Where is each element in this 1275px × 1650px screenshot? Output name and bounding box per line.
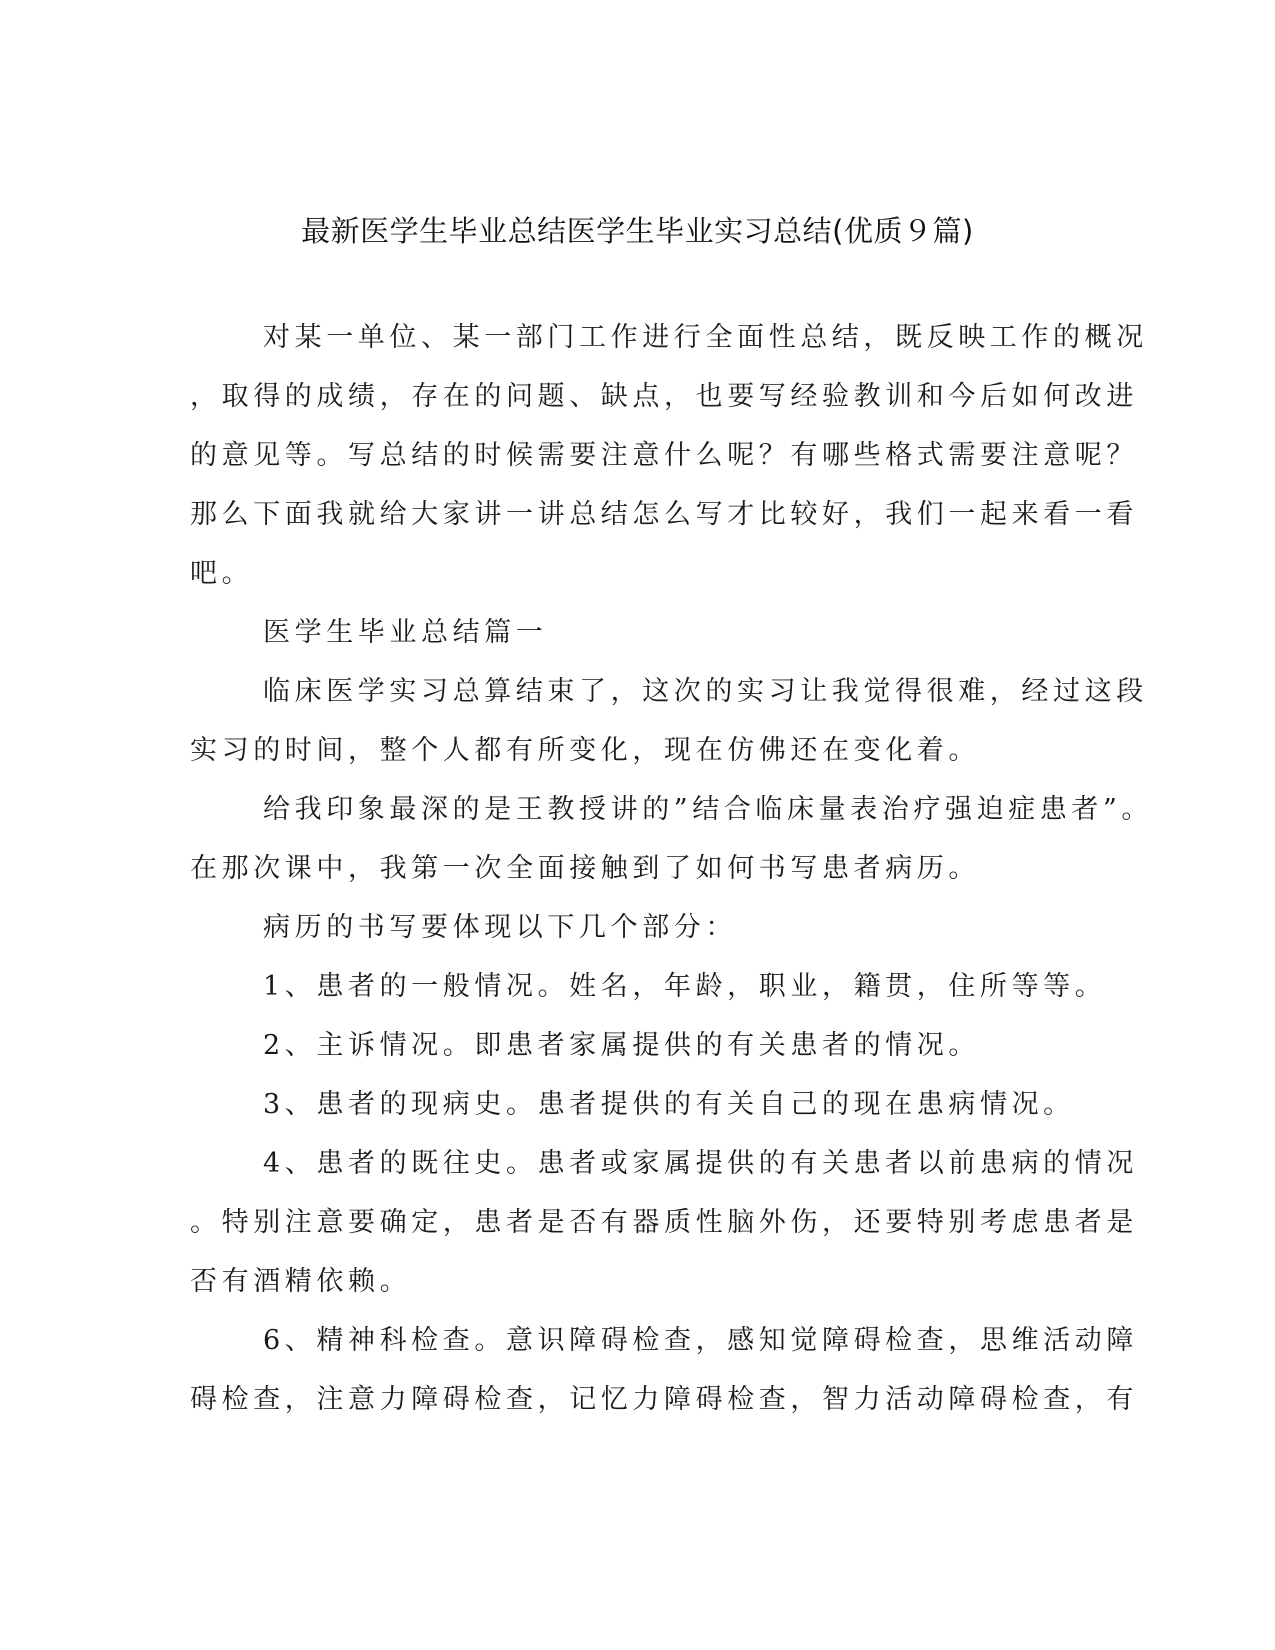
section-heading: 医学生毕业总结篇一 [263,617,548,648]
list-item: 2、主诉情况。即患者家属提供的有关患者的情况。 [263,1030,980,1061]
document-title: 最新医学生毕业总结医学生毕业实习总结(优质９篇) [301,214,974,248]
paragraph-line: 在那次课中，我第一次全面接触到了如何书写患者病历。 [190,853,980,884]
list-item: 6、精神科检查。意识障碍检查，感知觉障碍检查，思维活动障 [263,1325,1138,1356]
paragraph-line: 的意见等。写总结的时候需要注意什么呢？有哪些格式需要注意呢？ [190,440,1138,471]
paragraph-line: 对某一单位、某一部门工作进行全面性总结，既反映工作的概况 [263,322,1148,353]
list-item: 3、患者的现病史。患者提供的有关自己的现在患病情况。 [263,1089,1075,1120]
paragraph-line: 那么下面我就给大家讲一讲总结怎么写才比较好，我们一起来看一看 [190,499,1138,530]
paragraph-line: 吧。 [190,558,254,589]
paragraph-line: 实习的时间，整个人都有所变化，现在仿佛还在变化着。 [190,735,980,766]
paragraph-line: 碍检查，注意力障碍检查，记忆力障碍检查，智力活动障碍检查，有 [190,1384,1138,1415]
list-item: 4、患者的既往史。患者或家属提供的有关患者以前患病的情况 [263,1148,1138,1179]
paragraph-line: 临床医学实习总算结束了，这次的实习让我觉得很难，经过这段 [263,676,1148,707]
paragraph-line: 否有酒精依赖。 [190,1266,412,1297]
list-item: 1、患者的一般情况。姓名，年龄，职业，籍贯，住所等等。 [263,971,1107,1002]
paragraph-line: 病历的书写要体现以下几个部分： [263,912,737,943]
paragraph-line: 。特别注意要确定，患者是否有器质性脑外伤，还要特别考虑患者是 [190,1207,1138,1238]
paragraph-line: 给我印象最深的是王教授讲的”结合临床量表治疗强迫症患者”。 [263,794,1154,825]
paragraph-line: ，取得的成绩，存在的问题、缺点，也要写经验教训和今后如何改进 [190,381,1138,412]
